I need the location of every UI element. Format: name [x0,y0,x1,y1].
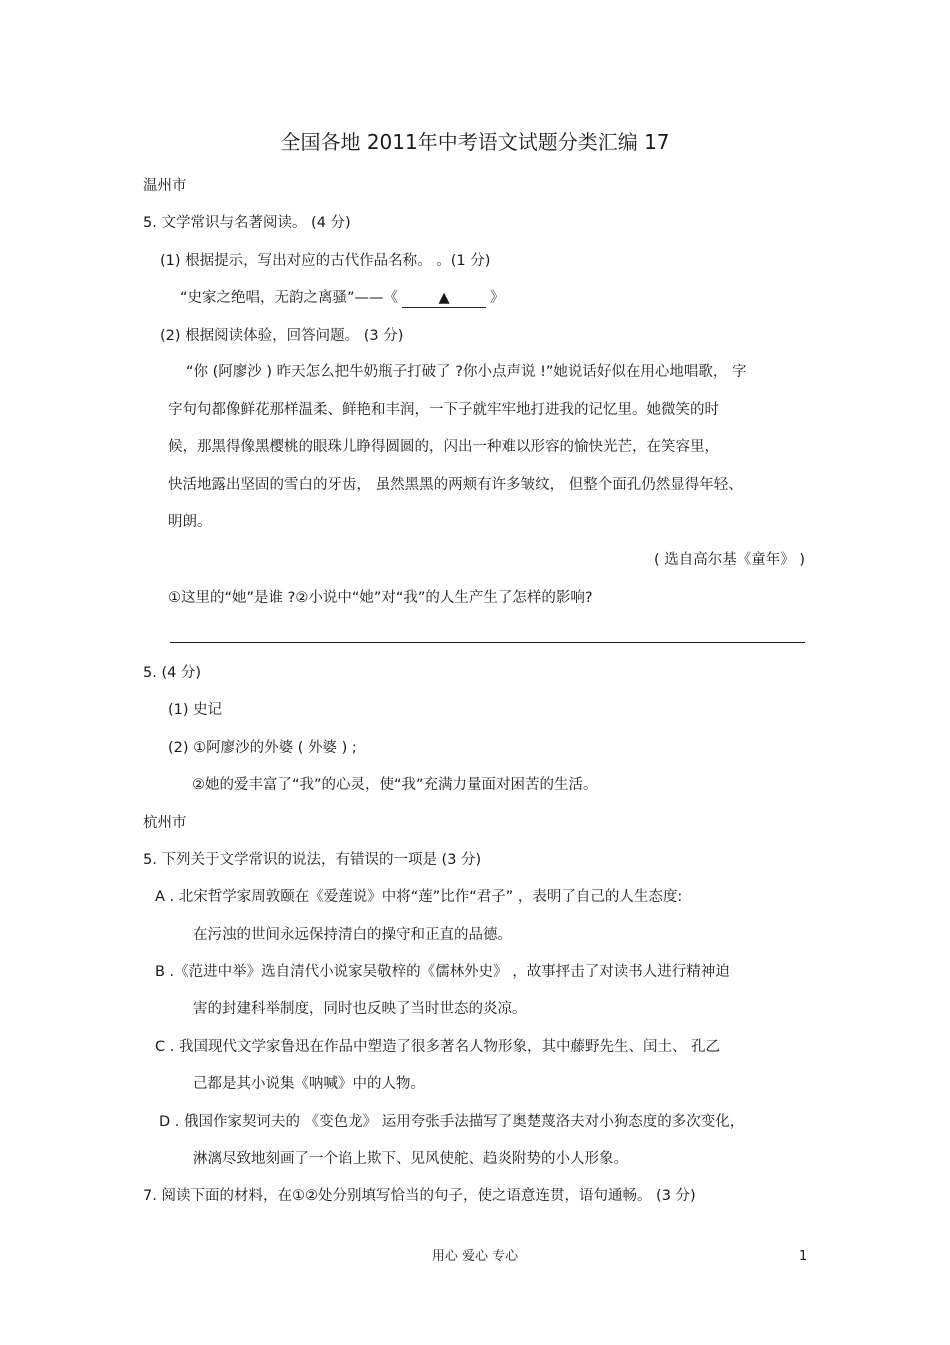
city-heading-hangzhou: 杭州市 [143,815,187,831]
hint-line [180,288,505,308]
passage-line: 快活地露出坚固的雪白的牙齿， 虽然黑黑的两颊有许多皱纹， 但整个面孔仍然显得年轻、 [168,477,743,493]
answer-5-2-part2: ②她的爱丰富了“我”的心灵，使“我”充满力量面对困苦的生活。 [192,777,598,793]
hint-text: “史家之绝唱，无韵之离骚”——《 [180,290,399,306]
question-7: 7. 阅读下面的材料，在①②处分别填写恰当的句子，使之语意连贯，语句通畅。 (3 分) [143,1188,696,1204]
option-b-continued: 害的封建科举制度，同时也反映了当时世态的炎凉。 [193,1001,527,1017]
document-title: 全国各地 2011年中考语文试题分类汇编 17 [280,130,670,154]
question-5-2: (2) 根据阅读体验，回答问题。 (3 分) [160,328,404,344]
option-a-continued: 在污浊的世间永远保持清白的操守和正直的品德。 [193,927,512,943]
question-5-heading: 5. 文学常识与名著阅读。 (4 分) [143,215,351,231]
city-heading-wenzhou: 温州市 [143,178,187,194]
answer-5-heading: 5. (4 分) [143,665,202,681]
answer-5-2: (2) ①阿廖沙的外婆 ( 外婆 ) ; [168,740,357,756]
footer-motto: 用心 爱心 专心 [431,1249,519,1264]
answer-blank: ▲ [402,289,486,308]
question-5-heading: 5. 下列关于文学常识的说法，有错误的一项是 (3 分) [143,852,482,868]
option-c: C . 我国现代文学家鲁迅在作品中塑造了很多著名人物形象，其中藤野先生、闰土、 孔乙 [155,1039,721,1055]
option-a: A . 北宋哲学家周敦颐在《爱莲说》中将“莲”比作“君子” ，表明了自己的人生态度: [155,889,683,905]
question-5-1: (1) 根据提示，写出对应的古代作品名称。 。(1 分) [160,253,491,269]
option-b: B .《范进中举》选自清代小说家吴敬梓的《儒林外史》 ，故事抨击了对读书人进行精神迫 [155,964,730,980]
answer-5-1: (1) 史记 [168,702,223,718]
reading-questions: ①这里的“她”是谁 ?②小说中“她”对“我”的人生产生了怎样的影响? [168,590,593,606]
hint-closing: 》 [490,290,505,306]
passage-source: ( 选自高尔基《童年》 ) [653,552,805,568]
option-c-continued: 己都是其小说集《呐喊》中的人物。 [193,1076,425,1092]
answer-line [170,642,805,643]
option-d-continued: 淋漓尽致地刻画了一个谄上欺下、见风使舵、趋炎附势的小人形象。 [193,1151,628,1167]
passage-line: 候，那黑得像黑樱桃的眼珠儿睁得圆圆的，闪出一种难以形容的愉快光芒，在笑容里， [168,439,719,455]
passage-line: “你 (阿廖沙 ) 昨天怎么把牛奶瓶子打破了 ?你小点声说 !”她说话好似在用心地唱歌， 字 [186,364,747,380]
option-d: D . 俄国作家契诃夫的 《变色龙》 运用夸张手法描写了奥楚蔑洛夫对小狗态度的多次变化， [159,1114,745,1130]
passage-line: 字句句都像鲜花那样温柔、鲜艳和丰润，一下子就牢牢地打进我的记忆里。她微笑的时 [168,402,719,418]
passage-line: 明朗。 [168,514,212,530]
page-number: 1 [799,1249,808,1264]
